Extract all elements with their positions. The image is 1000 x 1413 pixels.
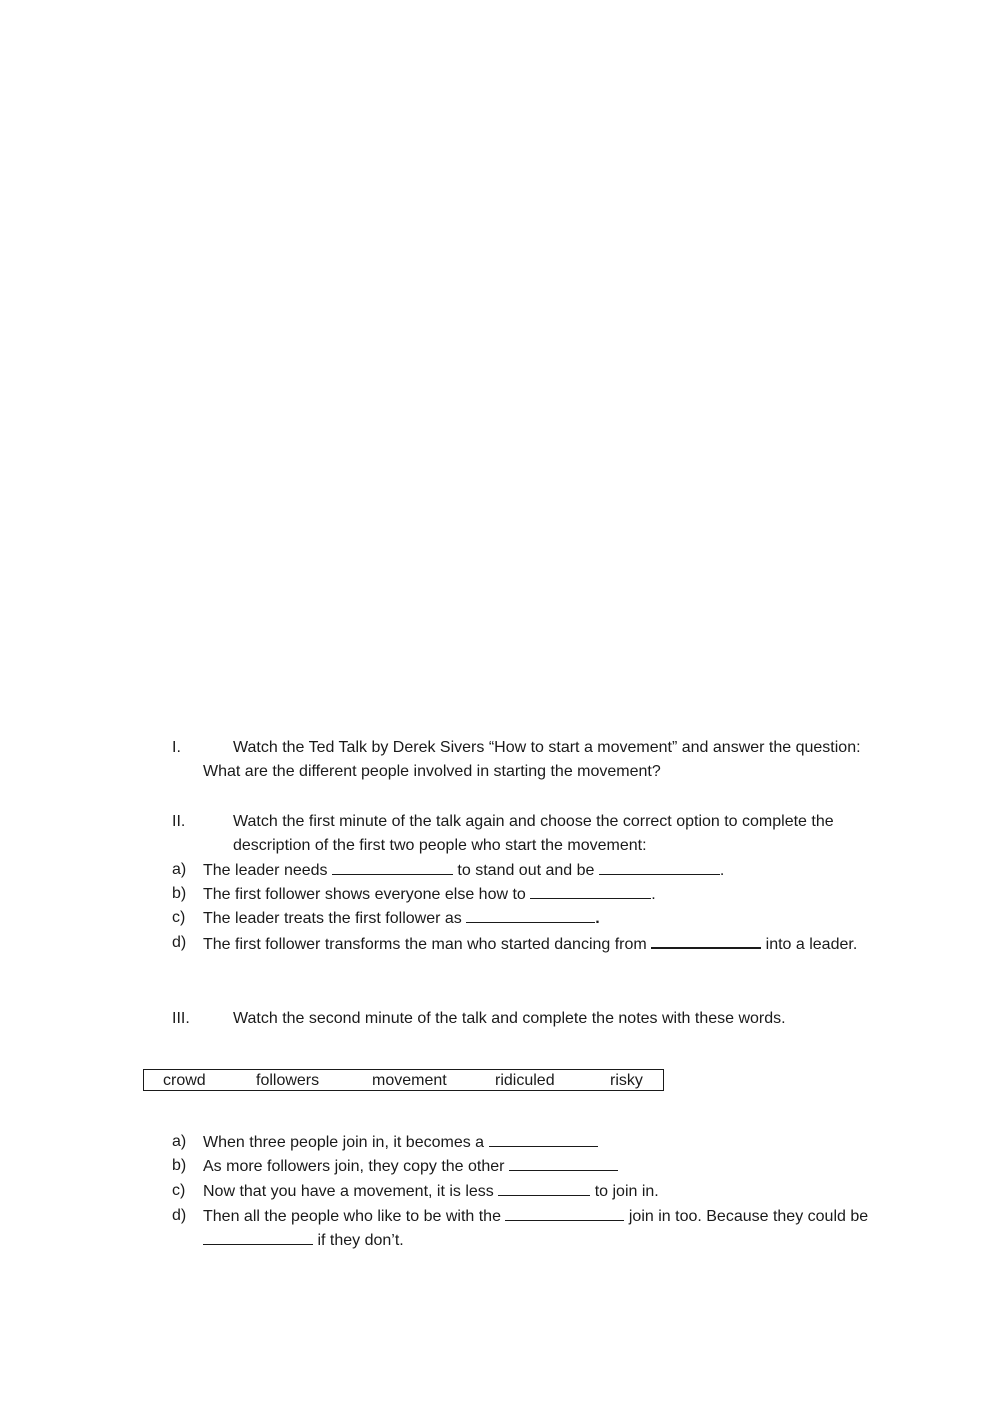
list-letter: b) [172, 1157, 187, 1174]
list-item [203, 1132, 598, 1153]
answer-blank[interactable] [489, 1132, 598, 1147]
list-item [203, 933, 857, 955]
list-letter: a) [172, 1133, 187, 1150]
section-1-numeral: I. [172, 739, 181, 756]
section-3-instruction: Watch the second minute of the talk and complete the notes with these words. [233, 1010, 786, 1027]
item-text: Then all the people who like to be with the [203, 1208, 506, 1225]
item-text: . [719, 862, 725, 879]
section-1-question: What are the different people involved in starting the movement? [203, 763, 661, 780]
item-text: to stand out and be [452, 862, 599, 879]
section-1-instruction: Watch the Ted Talk by Derek Sivers “How to start a movement” and answer the question: [233, 739, 861, 756]
list-item [203, 884, 656, 905]
list-item [203, 1156, 618, 1177]
section-2-instruction: Watch the first minute of the talk again and choose the correct option to complete the [233, 813, 834, 830]
list-item [203, 908, 600, 929]
section-2-instruction-cont: description of the first two people who start the movement: [233, 837, 647, 854]
list-letter: d) [172, 934, 187, 951]
item-text: . [651, 886, 656, 903]
item-text: to join in. [590, 1183, 659, 1200]
list-letter: c) [172, 1182, 186, 1199]
item-text: As more followers join, they copy the other [203, 1158, 509, 1175]
answer-blank[interactable] [651, 933, 761, 949]
word-bank [143, 1069, 664, 1091]
item-text: into a leader. [761, 936, 858, 953]
section-3-numeral: III. [172, 1010, 190, 1027]
item-text: . [595, 910, 600, 927]
word-bank-item: risky [610, 1072, 643, 1089]
item-text: The leader treats the first follower as [203, 910, 467, 927]
item-text: The first follower shows everyone else how to [203, 886, 531, 903]
answer-blank[interactable] [505, 1206, 624, 1221]
item-text: Now that you have a movement, it is less [203, 1183, 499, 1200]
answer-blank[interactable] [332, 860, 453, 875]
answer-blank[interactable] [203, 1230, 313, 1245]
list-item [203, 1206, 868, 1227]
item-text: The leader needs [203, 862, 332, 879]
list-letter: a) [172, 861, 187, 878]
word-bank-item: ridiculed [495, 1072, 555, 1089]
list-item [203, 1181, 659, 1202]
answer-blank[interactable] [498, 1181, 590, 1196]
list-letter: d) [172, 1207, 187, 1224]
item-text: When three people join in, it becomes a [203, 1134, 489, 1151]
word-bank-item: movement [372, 1072, 447, 1089]
answer-blank[interactable] [599, 860, 720, 875]
answer-blank[interactable] [509, 1156, 618, 1171]
answer-blank[interactable] [466, 908, 595, 923]
list-item-continuation [203, 1230, 404, 1251]
word-bank-item: crowd [163, 1072, 206, 1089]
item-text: if they don’t. [313, 1232, 404, 1249]
item-text: join in too. Because they could be [624, 1208, 869, 1225]
answer-blank[interactable] [530, 884, 651, 899]
word-bank-item: followers [256, 1072, 320, 1089]
list-letter: c) [172, 909, 186, 926]
section-2-numeral: II. [172, 813, 186, 830]
item-text: The first follower transforms the man who started dancing from [203, 936, 652, 953]
list-letter: b) [172, 885, 187, 902]
list-item [203, 860, 724, 881]
